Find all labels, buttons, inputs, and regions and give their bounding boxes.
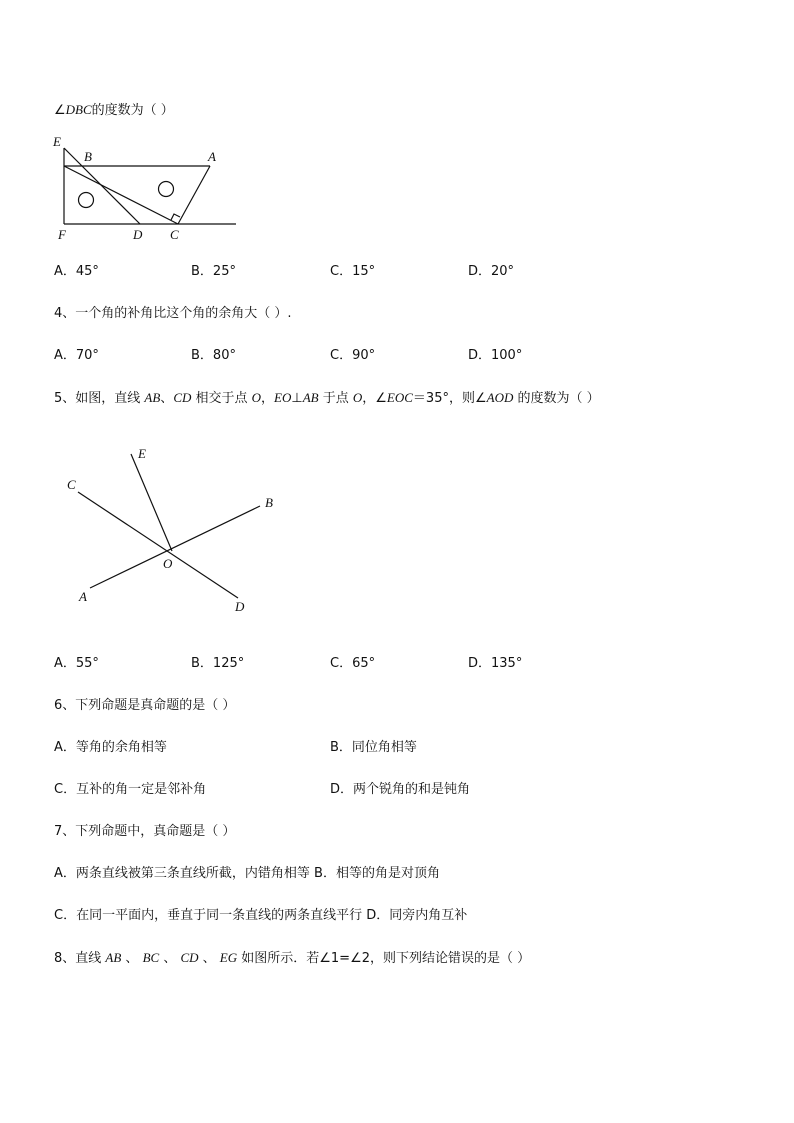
line-AB [90,506,260,588]
q7-options-row-1[interactable]: A．两条直线被第三条直线所截，内错角相等 B．相等的角是对顶角 [54,866,440,881]
angle-symbol: ∠ [54,103,66,118]
q3-option-b[interactable]: B．25° [191,264,236,279]
q4-option-c[interactable]: C．90° [330,348,376,363]
q8-line-eg: EG [219,950,238,965]
q8-stem-part: 、 [198,951,220,966]
q8-stem [54,949,530,968]
q3-stem-suffix: 的度数为（ ） [91,103,174,118]
q8-line-ab: AB [105,950,122,965]
q4-option-b[interactable]: B．80° [191,348,236,363]
q8-line-cd: CD [180,950,199,965]
q5-figure [60,440,300,625]
q5-stem [54,389,600,408]
q5-option-a[interactable]: A．55° [54,656,99,671]
q5-stem-part: ＝35°，则∠ [412,391,487,406]
q6-stem: 6、下列命题是真命题的是（ ） [54,698,236,713]
label-D: D [235,599,245,614]
q8-stem-part: 、 [121,951,143,966]
q8-stem-part: 、 [159,951,181,966]
q5-line-ab: AB [144,390,161,405]
q5-line-cd: CD [173,390,192,405]
q5-stem-part: 于点 [318,391,353,406]
q5-point-o: O [352,390,363,405]
label-D: D [133,227,143,242]
q5-stem-part: ，∠ [362,391,387,406]
q5-option-d[interactable]: D．135° [468,656,523,671]
label-A: A [208,149,216,164]
label-C: C [170,227,179,242]
q4-stem: 4、一个角的补角比这个角的余角大（ ）. [54,306,292,321]
q3-option-a[interactable]: A．45° [54,264,99,279]
triangle-hole-2 [159,182,174,197]
label-C: C [67,477,76,492]
q5-angle-eoc: EOC [386,390,413,405]
q5-line-ab: AB [302,390,319,405]
q6-option-b[interactable]: B．同位角相等 [330,740,417,755]
q4-option-a[interactable]: A．70° [54,348,99,363]
perpendicular-symbol: ⊥ [291,391,303,406]
q3-option-c[interactable]: C．15° [330,264,376,279]
label-E: E [53,134,61,149]
q5-point-o: O [251,390,262,405]
q6-option-c[interactable]: C．互补的角一定是邻补角 [54,782,207,797]
q3-stem [54,101,174,120]
q3-figure [50,132,250,242]
q3-angle-name: DBC [65,102,92,117]
q5-option-c[interactable]: C．65° [330,656,376,671]
q8-line-bc: BC [142,950,160,965]
q5-stem-part: 的度数为（ ） [513,391,600,406]
q5-stem-part: 相交于点 [191,391,252,406]
q6-option-a[interactable]: A．等角的余角相等 [54,740,167,755]
q6-option-d[interactable]: D．两个锐角的和是钝角 [330,782,471,797]
q4-option-d[interactable]: D．100° [468,348,523,363]
label-B: B [265,495,273,510]
q5-option-b[interactable]: B．125° [191,656,245,671]
q8-stem-part: 8、直线 [54,951,106,966]
triangle-hole-1 [79,193,94,208]
q5-stem-part: 5、如图，直线 [54,391,145,406]
q7-stem: 7、下列命题中，真命题是（ ） [54,824,236,839]
label-E: E [138,446,146,461]
q7-options-row-2[interactable]: C．在同一平面内，垂直于同一条直线的两条直线平行 D．同旁内角互补 [54,908,468,923]
q8-stem-part: 如图所示．若∠1=∠2，则下列结论错误的是（ ） [237,951,531,966]
label-A: A [79,589,87,604]
q5-ray-eo: EO [274,390,292,405]
q5-angle-aod: AOD [486,390,514,405]
q5-stem-part: 、 [160,391,174,406]
ray-EO [131,454,172,551]
segment-AC [178,166,210,224]
q5-stem-part: ， [261,391,275,406]
q3-option-d[interactable]: D．20° [468,264,515,279]
label-O: O [163,556,173,571]
label-F: F [58,227,66,242]
label-B: B [84,149,92,164]
right-angle-mark [171,214,180,220]
